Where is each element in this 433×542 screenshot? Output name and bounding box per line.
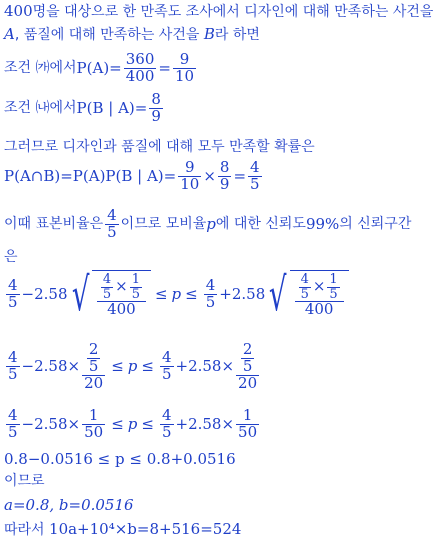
text-line-events xyxy=(4,27,260,42)
event-a: A xyxy=(4,25,15,43)
sentence-both-satisfied: 그러므로 디자인과 품질에 대해 모두 만족할 확률은 xyxy=(4,139,315,155)
condition-2-line xyxy=(4,92,165,125)
intro-text: 명을 대상으로 한 만족도 조사에서 디자인에 대해 만족하는 사건을 xyxy=(32,4,433,20)
result-a-b: a=0.8, b=0.0516 xyxy=(4,496,134,514)
condition-1-label: 조건 ㈎에서 xyxy=(4,60,77,77)
condition-2-lhs: P(B | A)= xyxy=(76,98,148,117)
sentence-imeuro: 이므로 xyxy=(4,473,45,489)
event-b: B xyxy=(203,25,215,43)
sqrt-left: √ $\frac{4}{5}$ × $\frac{1}{5}$ 400 xyxy=(68,270,151,318)
events-post-text: 라 하면 xyxy=(214,27,260,43)
number-400: 400 xyxy=(4,2,33,20)
probability-equation: P(A∩B)=P(A)P(B | A)= $\frac{9}{10}$ × $\frac{8}{9}$ = $\frac{4}{5}$ xyxy=(4,158,260,193)
interval-line-3: $\frac{4}{5}$ −2.58× $\frac{1}{50}$ ≤ p ≤ $\frac{4}{5}$ +2.58× $\frac{1}{50}$ xyxy=(8,406,258,441)
events-mid-text: , 품질에 대해 만족하는 사건을 xyxy=(14,27,204,43)
fraction-360-400: $\frac{360}{400}$ xyxy=(125,50,155,85)
interval-line-1: $\frac{4}{5}$ −2.58 √ $\frac{4}{5}$ × $\frac{1}{5}$ 400 ≤ p ≤ $\frac{4}{5}$ +2.58 √ $\frac{4}{5}$ × $\frac{1}{5}$ 400 xyxy=(4,270,349,318)
condition-1-lhs: P(A)= xyxy=(76,58,122,77)
fraction-8-9: $\frac{8}{9}$ xyxy=(151,90,161,125)
condition-1-line: 조건 ㈎에서 P(A)= $\frac{360}{400}$ = $\frac{9}{10}$ xyxy=(4,50,195,85)
sentence-confidence: 이때 표본비율은 $\frac{4}{5}$ 이므로 모비율 p 에 대한 신뢰도 99% 의 신뢰구간 xyxy=(4,206,412,241)
sqrt-right: √ $\frac{4}{5}$ × $\frac{1}{5}$ 400 xyxy=(265,270,348,318)
sentence-eun: 은 xyxy=(4,249,18,265)
final-answer: 따라서 10a+10⁴×b=8+516=524 xyxy=(4,520,242,538)
text-line-intro xyxy=(4,4,433,19)
condition-2-label: 조건 ㈏에서 xyxy=(4,100,77,117)
fraction-9-10: $\frac{9}{10}$ xyxy=(174,50,195,85)
interval-line-2: $\frac{4}{5}$ −2.58× $\frac{\frac{2}{5}}{20}$ ≤ p ≤ $\frac{4}{5}$ +2.58× $\frac{\frac{2}{5}}{20}$ xyxy=(8,340,258,392)
interval-line-4: 0.8−0.0516 ≤ p ≤ 0.8+0.0516 xyxy=(4,450,236,468)
